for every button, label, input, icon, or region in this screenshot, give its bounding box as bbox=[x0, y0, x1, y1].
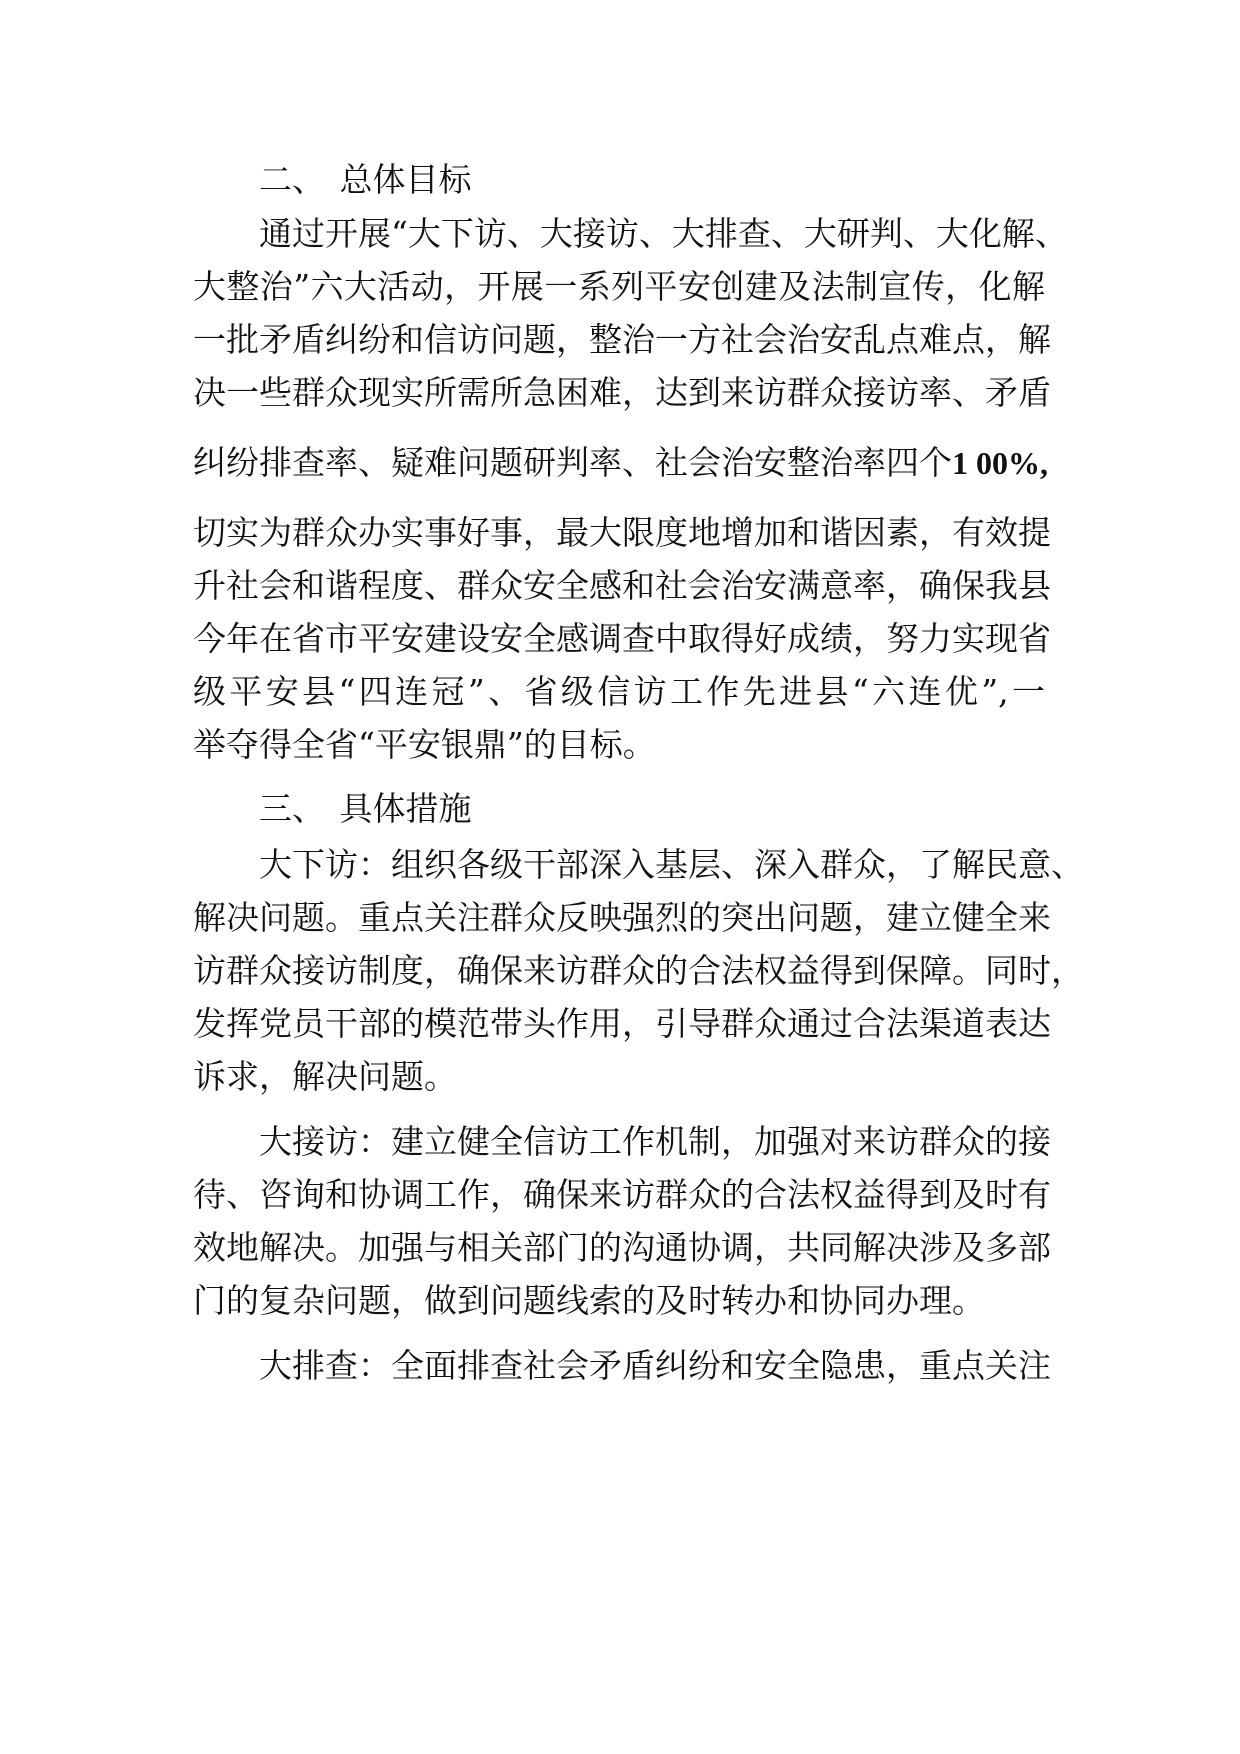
goal-paragraph-line-9: 级平安县“四连冠”、省级信访工作先进县“六连优”,一 bbox=[193, 672, 1045, 711]
section-two-heading bbox=[259, 160, 472, 200]
reception-paragraph-line-1: 大接访：建立健全信访工作机制，加强对来访群众的接 bbox=[259, 1122, 1051, 1161]
section-two-number: 二、 bbox=[259, 160, 325, 199]
inspection-paragraph-line-1: 大排查：全面排查社会矛盾纠纷和安全隐患，重点关注 bbox=[259, 1346, 1051, 1385]
visit-paragraph-line-1: 大下访：组织各级干部深入基层、深入群众，了解民意、 bbox=[259, 845, 1084, 884]
section-three-title: 具体措施 bbox=[339, 789, 472, 828]
reception-paragraph-line-3: 效地解决。加强与相关部门的沟通协调，共同解决涉及多部 bbox=[193, 1228, 1051, 1267]
goal-paragraph-line-6: 切实为群众办实事好事，最大限度地增加和谐因素，有效提 bbox=[193, 513, 1051, 552]
goal-paragraph-line-5 bbox=[193, 443, 1048, 483]
goal-paragraph-line-3: 一批矛盾纠纷和信访问题，整治一方社会治安乱点难点，解 bbox=[193, 320, 1051, 359]
goal-paragraph-line-5-text: 纠纷排查率、疑难问题研判率、社会治安整治率四个 bbox=[193, 443, 952, 482]
goal-paragraph-line-8: 今年在省市平安建设安全感调查中取得好成绩，努力实现省 bbox=[193, 619, 1051, 658]
section-three-heading bbox=[259, 789, 472, 829]
visit-paragraph-line-2: 解决问题。重点关注群众反映强烈的突出问题，建立健全来 bbox=[193, 898, 1051, 937]
goal-paragraph-line-1: 通过开展“大下访、大接访、大排查、大研判、大化解、 bbox=[259, 214, 1068, 253]
section-three-number: 三、 bbox=[259, 789, 325, 828]
goal-paragraph-line-10: 举夺得全省“平安银鼎”的目标。 bbox=[193, 725, 656, 764]
goal-paragraph-line-4: 决一些群众现实所需所急困难，达到来访群众接访率、矛盾 bbox=[193, 373, 1051, 412]
reception-paragraph-line-4: 门的复杂问题，做到问题线索的及时转办和协同办理。 bbox=[193, 1281, 985, 1320]
visit-paragraph-line-5: 诉求，解决问题。 bbox=[193, 1057, 457, 1096]
goal-paragraph-line-2: 大整治”六大活动，开展一系列平安创建及法制宣传，化解 bbox=[193, 267, 1045, 306]
goal-paragraph-percentage: 1 00%, bbox=[952, 445, 1048, 481]
visit-paragraph-line-4: 发挥党员干部的模范带头作用，引导群众通过合法渠道表达 bbox=[193, 1004, 1051, 1043]
goal-paragraph-line-7: 升社会和谐程度、群众安全感和社会治安满意率，确保我县 bbox=[193, 566, 1051, 605]
visit-paragraph-line-3: 访群众接访制度，确保来访群众的合法权益得到保障。同时， bbox=[193, 951, 1084, 990]
section-two-title: 总体目标 bbox=[339, 160, 472, 199]
reception-paragraph-line-2: 待、咨询和协调工作，确保来访群众的合法权益得到及时有 bbox=[193, 1175, 1051, 1214]
